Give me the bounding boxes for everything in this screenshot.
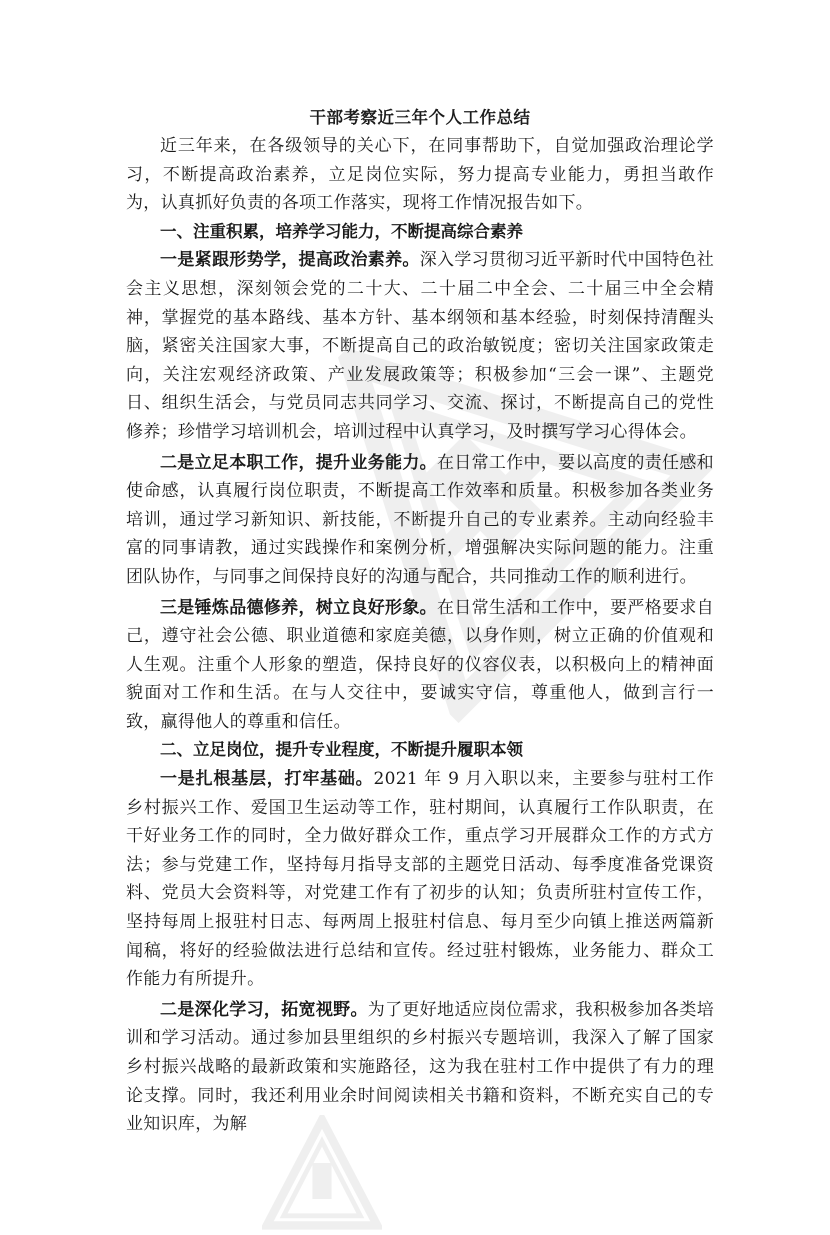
paragraph-body: 为了更好地适应岗位需求，我积极参加各类培训和学习活动。通过参加县里组织的乡村振兴专题培训，我深入了解了国家乡村振兴战略的最新政策和实施路径，这为我在驻村工作中提供了有力的理论支撑。同时，我还利用业余时间阅读相关书籍和资料，不断充实自己的专业知识库，为解 bbox=[126, 999, 715, 1135]
section-2-paragraph-2 bbox=[126, 996, 714, 1139]
section-1-paragraph-2 bbox=[126, 449, 714, 592]
paragraph-body: 深入学习贯彻习近平新时代中国特色社会主义思想，深刻领会党的二十大、二十届二中全会、二十届三中全会精神，掌握党的基本路线、基本方针、基本纲领和基本经验，时刻保持清醒头脑，紧密关注国家大事，不断提高自己的政治敏锐度；密切关注国家政策走向，关注宏观经济政策、产业发展政策等；积极参加“三会一课”、主题党日、组织生活会，与党员同志共同学习、交流、探讨，不断提高自己的党性修养；珍惜学习培训机会，培训过程中认真学习，及时撰写学习心得体会。 bbox=[126, 250, 715, 442]
document-title: 干部考察近三年个人工作总结 bbox=[309, 108, 531, 127]
section-heading-2: 二、立足岗位，提升专业程度，不断提升履职本领 bbox=[160, 740, 523, 760]
section-1-paragraph-1 bbox=[126, 246, 714, 446]
section-1-paragraph-3 bbox=[126, 594, 714, 737]
intro-paragraph: 近三年来，在各级领导的关心下，在同事帮助下，自觉加强政治理论学习，不断提高政治素养，立足岗位实际，努力提高专业能力，勇担当敢作为，认真抓好负责的各项工作落实，现将工作情况报告如下。 bbox=[126, 136, 714, 214]
paragraph-lead: 三是锤炼品德修养，树立良好形象。 bbox=[160, 597, 437, 618]
paragraph-lead: 一是紧跟形势学，提高政治素养。 bbox=[160, 250, 420, 271]
section-2-paragraph-1 bbox=[126, 765, 714, 994]
paragraph-body: 2021 年 9 月入职以来，主要参与驻村工作乡村振兴工作、爱国卫生运动等工作，驻村期间，认真履行工作队职责，在干好业务工作的同时，全力做好群众工作，重点学习开展群众工作的方式方法；参与党建工作，坚持每月指导支部的主题党日活动、每季度准备党课资料、党员大会资料等，对党建工作有了初步的认知；负责所驻村宣传工作，坚持每周上报驻村日志、每两周上报驻村信息、每月至少向镇上推送两篇新闻稿，将好的经验做法进行总结和宣传。经过驻村锻炼，业务能力、群众工作能力有所提升。 bbox=[126, 769, 714, 990]
paragraph-lead: 二是深化学习，拓宽视野。 bbox=[160, 999, 368, 1020]
document-page bbox=[126, 104, 714, 1139]
paragraph-body: 在日常工作中，要以高度的责任感和使命感，认真履行岗位职责，不断提高工作效率和质量。积极参加各类业务培训，通过学习新知识、新技能，不断提升自己的专业素养。主动向经验丰富的同事请教，通过实践操作和案例分析，增强解决实际问题的能力。注重团队协作，与同事之间保持良好的沟通与配合，共同推动工作的顺利进行。 bbox=[126, 452, 714, 587]
section-heading-1: 一、注重积累，培养学习能力，不断提高综合素养 bbox=[160, 221, 523, 241]
paragraph-lead: 二是立足本职工作，提升业务能力。 bbox=[160, 452, 437, 473]
paragraph-lead: 一是扎根基层，打牢基础。 bbox=[160, 769, 374, 790]
paragraph-body: 在日常生活和工作中，要严格要求自己，遵守社会公德、职业道德和家庭美德，以身作则，树立正确的价值观和人生观。注重个人形象的塑造，保持良好的仪容仪表，以积极向上的精神面貌面对工作和生活。在与人交往中，要诚实守信，尊重他人，做到言行一致，赢得他人的尊重和信任。 bbox=[126, 597, 714, 732]
